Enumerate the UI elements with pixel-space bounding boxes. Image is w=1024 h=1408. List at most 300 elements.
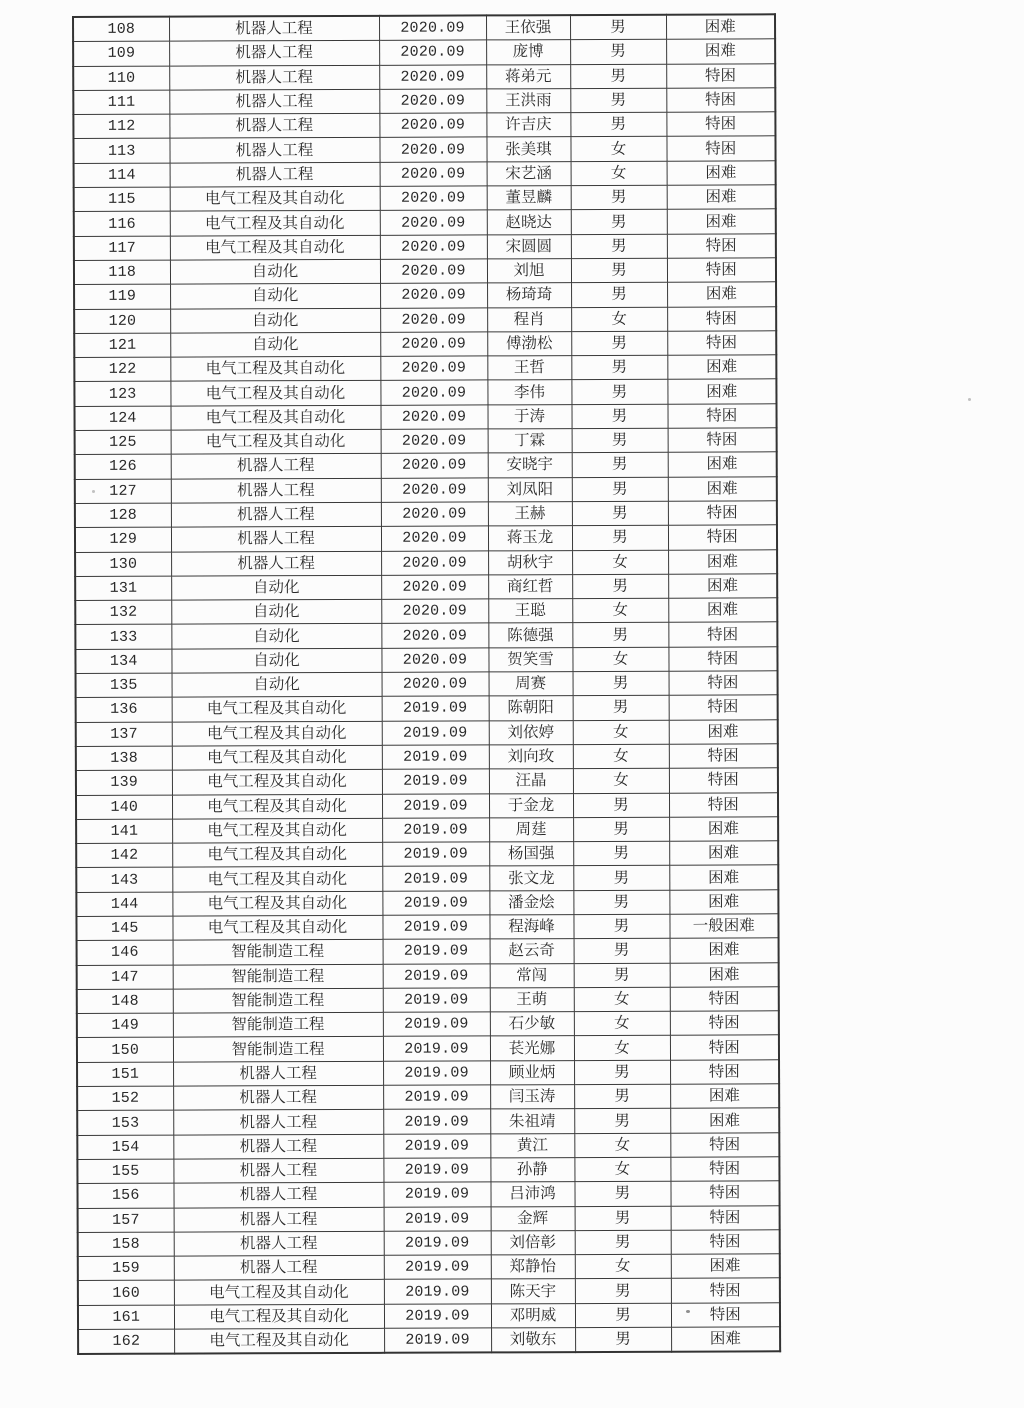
table-row: [77, 1181, 779, 1208]
gender-cell: 男: [575, 1230, 671, 1255]
major-cell: 机器人工程: [173, 1110, 383, 1135]
difficulty-level-cell: 特困: [671, 1230, 780, 1255]
major-cell: 机器人工程: [174, 1255, 384, 1280]
difficulty-level-cell: 困难: [669, 865, 778, 890]
enrollment-date-cell: 2019.09: [382, 818, 489, 843]
enrollment-date-cell: 2020.09: [380, 186, 487, 211]
difficulty-level-cell: 困难: [670, 1108, 779, 1133]
gender-cell: 男: [574, 1060, 670, 1085]
major-cell: 自动化: [170, 284, 380, 309]
row-number-cell: 119: [74, 284, 170, 309]
major-cell: 机器人工程: [171, 454, 381, 479]
gender-cell: 男: [571, 331, 667, 356]
difficulty-level-cell: 特困: [666, 88, 775, 113]
gender-cell: 男: [573, 817, 669, 842]
enrollment-date-cell: 2020.09: [381, 648, 488, 673]
table-row: [73, 14, 775, 41]
row-number-cell: 108: [73, 17, 169, 42]
major-cell: 电气工程及其自动化: [170, 211, 380, 236]
major-cell: 自动化: [170, 332, 380, 357]
difficulty-level-cell: 特困: [668, 501, 777, 526]
student-name-cell: 许吉庆: [486, 113, 570, 138]
row-number-cell: 137: [76, 722, 172, 747]
difficulty-level-cell: 特困: [669, 671, 778, 696]
row-number-cell: 116: [74, 212, 170, 237]
table-row: [74, 209, 776, 236]
major-cell: 机器人工程: [169, 114, 379, 139]
enrollment-date-cell: 2020.09: [379, 40, 486, 65]
student-name-cell: 王聪: [488, 599, 572, 624]
row-number-cell: 128: [75, 503, 171, 528]
table-row: [76, 719, 778, 746]
row-number-cell: 155: [77, 1159, 173, 1184]
major-cell: 机器人工程: [173, 1134, 383, 1159]
gender-cell: 男: [572, 623, 668, 648]
enrollment-date-cell: 2019.09: [382, 745, 489, 770]
table-row: [74, 379, 776, 406]
gender-cell: 男: [571, 282, 667, 307]
enrollment-date-cell: 2020.09: [380, 210, 487, 235]
difficulty-level-cell: 困难: [667, 355, 776, 380]
student-name-cell: 刘敬东: [491, 1328, 575, 1353]
row-number-cell: 114: [74, 163, 170, 188]
student-name-cell: 陈天宇: [491, 1279, 575, 1304]
difficulty-level-cell: 困难: [671, 1327, 780, 1352]
major-cell: 机器人工程: [169, 16, 379, 42]
table-row: [74, 355, 776, 382]
gender-cell: 男: [570, 40, 666, 65]
row-number-cell: 150: [77, 1038, 173, 1063]
student-name-cell: 常闯: [490, 963, 574, 988]
table-row: [75, 476, 777, 503]
difficulty-level-cell: 特困: [666, 63, 775, 88]
row-number-cell: 157: [78, 1208, 174, 1233]
difficulty-level-cell: 困难: [667, 185, 776, 210]
student-name-cell: 刘倍彰: [491, 1230, 575, 1255]
enrollment-date-cell: 2019.09: [383, 1182, 490, 1207]
row-number-cell: 145: [76, 916, 172, 941]
gender-cell: 女: [574, 1036, 670, 1061]
enrollment-date-cell: 2019.09: [383, 939, 490, 964]
student-name-cell: 周赛: [489, 672, 573, 697]
table-row: [73, 136, 775, 163]
major-cell: 智能制造工程: [173, 964, 383, 989]
table-row: [78, 1230, 780, 1257]
table-row: [78, 1278, 780, 1305]
row-number-cell: 112: [73, 114, 169, 139]
enrollment-date-cell: 2020.09: [380, 307, 487, 332]
enrollment-date-cell: 2019.09: [382, 793, 489, 818]
difficulty-level-cell: 特困: [671, 1303, 780, 1328]
major-cell: 机器人工程: [171, 478, 381, 503]
difficulty-level-cell: 特困: [667, 404, 776, 429]
table-row: [76, 768, 778, 795]
student-name-cell: 刘依婷: [489, 720, 573, 745]
student-name-cell: 王萌: [490, 987, 574, 1012]
gender-cell: 男: [574, 1084, 670, 1109]
student-name-cell: 傅渤松: [487, 331, 571, 356]
major-cell: 自动化: [171, 599, 381, 624]
student-roster-table: [72, 13, 781, 1355]
student-name-cell: 郑静怡: [491, 1255, 575, 1280]
student-name-cell: 程肖: [487, 307, 571, 332]
enrollment-date-cell: 2020.09: [380, 405, 487, 430]
gender-cell: 男: [575, 1279, 671, 1304]
table-row: [76, 865, 778, 892]
gender-cell: 男: [573, 866, 669, 891]
gender-cell: 男: [572, 574, 668, 599]
gender-cell: 男: [571, 404, 667, 429]
row-number-cell: 121: [74, 333, 170, 358]
student-name-cell: 刘向玫: [489, 744, 573, 769]
difficulty-level-cell: 困难: [668, 574, 777, 599]
row-number-cell: 159: [78, 1256, 174, 1281]
enrollment-date-cell: 2019.09: [383, 1158, 490, 1183]
difficulty-level-cell: 困难: [669, 841, 778, 866]
major-cell: 电气工程及其自动化: [170, 381, 380, 406]
gender-cell: 女: [573, 744, 669, 769]
major-cell: 电气工程及其自动化: [170, 356, 380, 381]
row-number-cell: 139: [76, 770, 172, 795]
student-name-cell: 杨琦琦: [487, 283, 571, 308]
difficulty-level-cell: 特困: [667, 258, 776, 283]
difficulty-level-cell: 特困: [670, 1011, 779, 1036]
enrollment-date-cell: 2019.09: [383, 1012, 490, 1037]
gender-cell: 男: [573, 914, 669, 939]
table-row: [75, 549, 777, 576]
difficulty-level-cell: 特困: [670, 1157, 779, 1182]
row-number-cell: 141: [76, 819, 172, 844]
student-name-cell: 董昱麟: [487, 186, 571, 211]
gender-cell: 男: [572, 428, 668, 453]
major-cell: 电气工程及其自动化: [174, 1280, 384, 1305]
enrollment-date-cell: 2019.09: [383, 1134, 490, 1159]
table-row: [75, 574, 777, 601]
major-cell: 机器人工程: [173, 1158, 383, 1183]
table-row: [73, 63, 775, 90]
student-name-cell: 金辉: [491, 1206, 575, 1231]
table-row: [76, 889, 778, 916]
table-row: [74, 161, 776, 188]
major-cell: 电气工程及其自动化: [171, 429, 381, 454]
student-name-cell: 于涛: [487, 404, 571, 429]
difficulty-level-cell: 特困: [666, 136, 775, 161]
student-name-cell: 程海峰: [489, 915, 573, 940]
major-cell: 电气工程及其自动化: [172, 697, 382, 722]
enrollment-date-cell: 2020.09: [381, 502, 488, 527]
gender-cell: 男: [571, 234, 667, 259]
difficulty-level-cell: 困难: [670, 938, 779, 963]
enrollment-date-cell: 2019.09: [383, 1061, 490, 1086]
difficulty-level-cell: 困难: [670, 962, 779, 987]
scan-speck: [92, 490, 95, 493]
difficulty-level-cell: 困难: [668, 549, 777, 574]
gender-cell: 女: [570, 137, 666, 162]
table-row: [76, 914, 778, 941]
difficulty-level-cell: 特困: [670, 1181, 779, 1206]
row-number-cell: 123: [74, 382, 170, 407]
major-cell: 电气工程及其自动化: [172, 891, 382, 916]
gender-cell: 女: [573, 720, 669, 745]
difficulty-level-cell: 特困: [668, 525, 777, 550]
student-name-cell: 宋圆圆: [487, 234, 571, 259]
major-cell: 机器人工程: [174, 1207, 384, 1232]
table-row: [73, 88, 775, 115]
student-name-cell: 周莛: [489, 817, 573, 842]
major-cell: 电气工程及其自动化: [172, 818, 382, 843]
gender-cell: 男: [572, 453, 668, 478]
student-name-cell: 石少敏: [490, 1012, 574, 1037]
difficulty-level-cell: 困难: [667, 209, 776, 234]
major-cell: 电气工程及其自动化: [174, 1328, 384, 1354]
gender-cell: 男: [572, 525, 668, 550]
difficulty-level-cell: 特困: [667, 233, 776, 258]
difficulty-level-cell: 特困: [667, 306, 776, 331]
enrollment-date-cell: 2020.09: [379, 89, 486, 114]
row-number-cell: 161: [78, 1305, 174, 1330]
difficulty-level-cell: 特困: [671, 1278, 780, 1303]
table-row: [77, 1060, 779, 1087]
enrollment-date-cell: 2019.09: [382, 769, 489, 794]
gender-cell: 男: [575, 1303, 671, 1328]
gender-cell: 男: [573, 793, 669, 818]
enrollment-date-cell: 2019.09: [382, 696, 489, 721]
table-row: [77, 1035, 779, 1062]
table-row: [74, 331, 776, 358]
enrollment-date-cell: 2020.09: [380, 356, 487, 381]
gender-cell: 女: [574, 1133, 670, 1158]
major-cell: 电气工程及其自动化: [172, 915, 382, 940]
row-number-cell: 149: [77, 1013, 173, 1038]
major-cell: 机器人工程: [169, 89, 379, 114]
row-number-cell: 152: [77, 1086, 173, 1111]
enrollment-date-cell: 2019.09: [383, 1109, 490, 1134]
enrollment-date-cell: 2019.09: [383, 988, 490, 1013]
gender-cell: 男: [570, 64, 666, 89]
row-number-cell: 131: [75, 576, 171, 601]
difficulty-level-cell: 特困: [670, 1132, 779, 1157]
gender-cell: 男: [570, 88, 666, 113]
student-name-cell: 王洪雨: [486, 88, 570, 113]
table-row: [78, 1303, 780, 1330]
difficulty-level-cell: 困难: [668, 598, 777, 623]
student-name-cell: 张美琪: [486, 137, 570, 162]
row-number-cell: 138: [76, 746, 172, 771]
difficulty-level-cell: 困难: [668, 452, 777, 477]
student-name-cell: 黄江: [490, 1133, 574, 1158]
major-cell: 机器人工程: [174, 1231, 384, 1256]
major-cell: 电气工程及其自动化: [170, 186, 380, 211]
student-name-cell: 邓明威: [491, 1303, 575, 1328]
gender-cell: 男: [575, 1327, 671, 1352]
gender-cell: 女: [574, 1011, 670, 1036]
enrollment-date-cell: 2019.09: [382, 866, 489, 891]
major-cell: 智能制造工程: [173, 988, 383, 1013]
major-cell: 机器人工程: [170, 162, 380, 187]
row-number-cell: 153: [77, 1110, 173, 1135]
table-row: [74, 306, 776, 333]
student-name-cell: 王哲: [487, 356, 571, 381]
student-name-cell: 丁霖: [488, 429, 572, 454]
enrollment-date-cell: 2019.09: [383, 963, 490, 988]
table-row: [77, 987, 779, 1014]
enrollment-date-cell: 2020.09: [380, 162, 487, 187]
gender-cell: 男: [571, 185, 667, 210]
row-number-cell: 126: [75, 454, 171, 479]
major-cell: 机器人工程: [173, 1061, 383, 1086]
student-name-cell: 杨国强: [489, 842, 573, 867]
enrollment-date-cell: 2019.09: [382, 842, 489, 867]
row-number-cell: 120: [74, 309, 170, 334]
gender-cell: 男: [570, 15, 666, 40]
row-number-cell: 113: [73, 139, 169, 164]
difficulty-level-cell: 特困: [667, 331, 776, 356]
major-cell: 自动化: [172, 672, 382, 697]
gender-cell: 男: [571, 355, 667, 380]
major-cell: 智能制造工程: [173, 1012, 383, 1037]
student-name-cell: 陈德强: [488, 623, 572, 648]
gender-cell: 男: [572, 477, 668, 502]
row-number-cell: 160: [78, 1281, 174, 1306]
major-cell: 电气工程及其自动化: [170, 405, 380, 430]
difficulty-level-cell: 特困: [669, 695, 778, 720]
student-name-cell: 陈朝阳: [489, 696, 573, 721]
difficulty-level-cell: 特困: [670, 987, 779, 1012]
difficulty-level-cell: 特困: [669, 792, 778, 817]
enrollment-date-cell: 2020.09: [380, 332, 487, 357]
student-name-cell: 蒋弟元: [486, 64, 570, 89]
row-number-cell: 140: [76, 795, 172, 820]
row-number-cell: 130: [75, 552, 171, 577]
row-number-cell: 117: [74, 236, 170, 261]
enrollment-date-cell: 2020.09: [381, 599, 488, 624]
row-number-cell: 125: [75, 430, 171, 455]
student-name-cell: 宋艺涵: [487, 161, 571, 186]
enrollment-date-cell: 2020.09: [381, 550, 488, 575]
gender-cell: 男: [570, 112, 666, 137]
major-cell: 自动化: [171, 648, 381, 673]
major-cell: 电气工程及其自动化: [172, 770, 382, 795]
scan-speck: [968, 398, 971, 401]
row-number-cell: 129: [75, 527, 171, 552]
gender-cell: 男: [574, 963, 670, 988]
table-row: [73, 112, 775, 139]
table-row: [76, 817, 778, 844]
difficulty-level-cell: 特困: [670, 1035, 779, 1060]
difficulty-level-cell: 特困: [671, 1205, 780, 1230]
major-cell: 机器人工程: [169, 65, 379, 90]
row-number-cell: 127: [75, 479, 171, 504]
major-cell: 智能制造工程: [173, 1037, 383, 1062]
table-row: [75, 647, 777, 674]
student-name-cell: 刘凤阳: [488, 477, 572, 502]
difficulty-level-cell: 一般困难: [669, 914, 778, 939]
enrollment-date-cell: 2020.09: [381, 623, 488, 648]
row-number-cell: 154: [77, 1135, 173, 1160]
table-row: [74, 233, 776, 260]
table-row: [77, 1084, 779, 1111]
row-number-cell: 132: [75, 600, 171, 625]
enrollment-date-cell: 2019.09: [384, 1255, 491, 1280]
row-number-cell: 158: [78, 1232, 174, 1257]
enrollment-date-cell: 2019.09: [383, 1085, 490, 1110]
gender-cell: 男: [571, 210, 667, 235]
difficulty-level-cell: 特困: [668, 428, 777, 453]
major-cell: 电气工程及其自动化: [172, 721, 382, 746]
enrollment-date-cell: 2020.09: [379, 15, 486, 40]
enrollment-date-cell: 2019.09: [384, 1304, 491, 1329]
table-row: [74, 258, 776, 285]
difficulty-level-cell: 困难: [670, 1084, 779, 1109]
difficulty-level-cell: 特困: [668, 622, 777, 647]
row-number-cell: 135: [76, 673, 172, 698]
scan-speck: [686, 1310, 690, 1313]
student-name-cell: 于金龙: [489, 793, 573, 818]
table-row: [74, 404, 776, 431]
student-name-cell: 蒋玉龙: [488, 526, 572, 551]
student-name-cell: 王赫: [488, 502, 572, 527]
student-name-cell: 李伟: [487, 380, 571, 405]
row-number-cell: 110: [73, 66, 169, 91]
enrollment-date-cell: 2020.09: [381, 526, 488, 551]
student-name-cell: 商红哲: [488, 574, 572, 599]
difficulty-level-cell: 特困: [666, 112, 775, 137]
row-number-cell: 142: [76, 843, 172, 868]
major-cell: 机器人工程: [173, 1183, 383, 1208]
table-row: [75, 598, 777, 625]
major-cell: 智能制造工程: [173, 940, 383, 965]
gender-cell: 女: [574, 1157, 670, 1182]
table-row: [75, 501, 777, 528]
major-cell: 机器人工程: [173, 1085, 383, 1110]
enrollment-date-cell: 2020.09: [380, 259, 487, 284]
enrollment-date-cell: 2019.09: [384, 1231, 491, 1256]
enrollment-date-cell: 2020.09: [380, 283, 487, 308]
enrollment-date-cell: 2019.09: [382, 915, 489, 940]
difficulty-level-cell: 困难: [666, 14, 775, 39]
student-name-cell: 朱祖靖: [490, 1109, 574, 1134]
table-row: [78, 1205, 780, 1232]
student-name-cell: 闫玉涛: [490, 1085, 574, 1110]
row-number-cell: 109: [73, 41, 169, 66]
major-cell: 自动化: [171, 575, 381, 600]
student-name-cell: 汪晶: [489, 769, 573, 794]
gender-cell: 女: [575, 1254, 671, 1279]
difficulty-level-cell: 困难: [671, 1254, 780, 1279]
difficulty-level-cell: 困难: [667, 379, 776, 404]
difficulty-level-cell: 困难: [667, 282, 776, 307]
gender-cell: 女: [571, 161, 667, 186]
gender-cell: 女: [574, 987, 670, 1012]
table-row: [77, 1132, 779, 1159]
major-cell: 电气工程及其自动化: [172, 867, 382, 892]
gender-cell: 女: [572, 550, 668, 575]
major-cell: 电气工程及其自动化: [172, 745, 382, 770]
student-name-cell: 张文龙: [489, 866, 573, 891]
student-name-cell: 吕沛鸿: [490, 1182, 574, 1207]
table-row: [77, 1157, 779, 1184]
difficulty-level-cell: 特困: [670, 1060, 779, 1085]
enrollment-date-cell: 2019.09: [383, 1036, 490, 1061]
row-number-cell: 122: [74, 357, 170, 382]
student-name-cell: 孙静: [490, 1158, 574, 1183]
row-number-cell: 133: [75, 625, 171, 650]
enrollment-date-cell: 2020.09: [380, 380, 487, 405]
student-name-cell: 庞博: [486, 40, 570, 65]
difficulty-level-cell: 困难: [667, 161, 776, 186]
major-cell: 机器人工程: [171, 502, 381, 527]
row-number-cell: 143: [76, 868, 172, 893]
